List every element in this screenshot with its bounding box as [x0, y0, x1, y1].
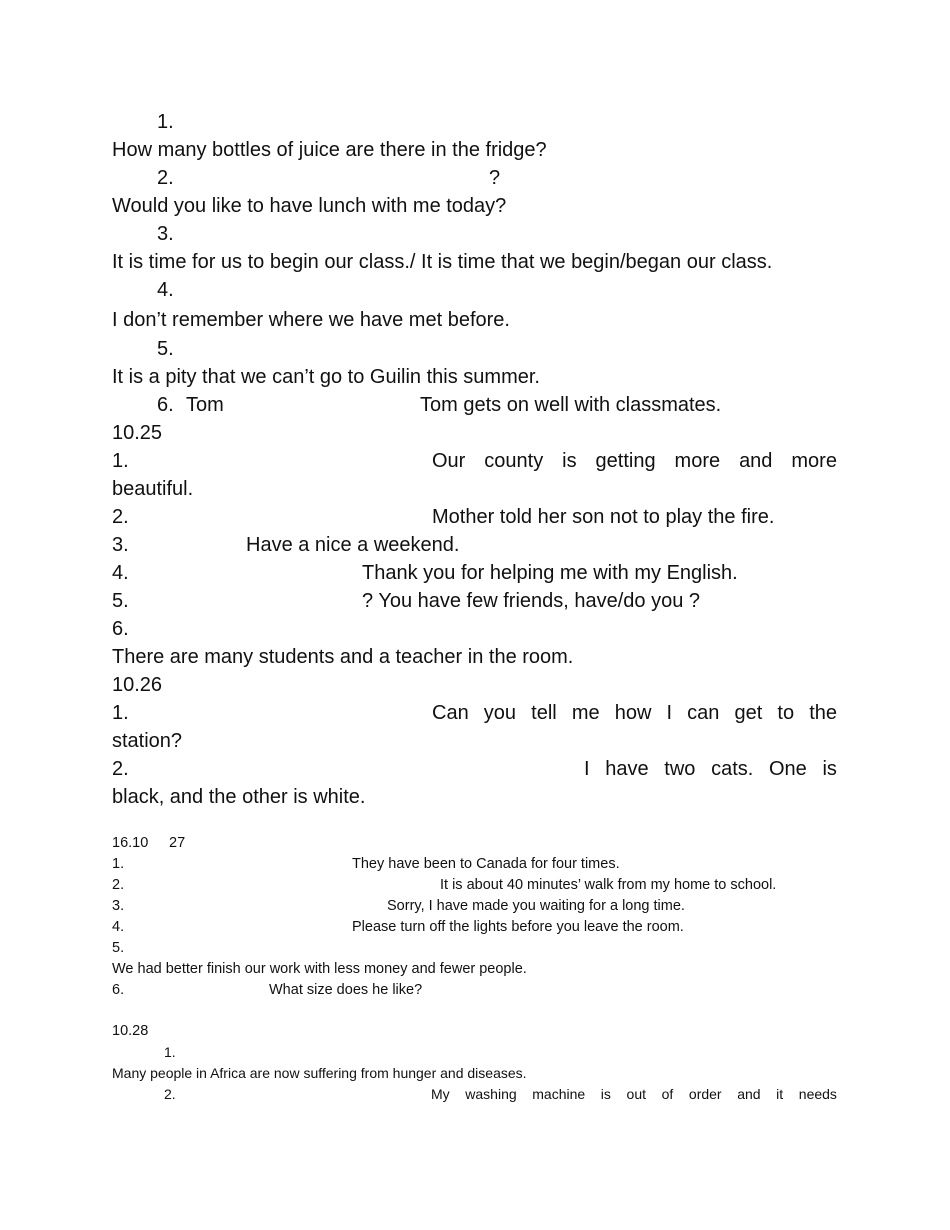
section-date: 16.10: [112, 835, 149, 851]
word: get: [734, 702, 763, 724]
item-number: 5.: [112, 590, 129, 612]
sentence: It is a pity that we can’t go to Guilin this summer.: [112, 366, 540, 388]
item-number: 6.: [112, 982, 125, 998]
word: washing: [465, 1086, 517, 1102]
item-number: 2.: [112, 758, 129, 780]
word: is: [562, 450, 577, 472]
word: me: [571, 702, 600, 724]
item-number: 1.: [112, 856, 125, 872]
item-number: 4.: [112, 562, 129, 584]
word: and: [739, 450, 773, 472]
sentence: Many people in Africa are now suffering from hunger and diseases.: [112, 1065, 527, 1081]
word: My: [431, 1086, 450, 1102]
word: more: [674, 450, 721, 472]
word-tom: Tom: [186, 394, 224, 416]
word: the: [809, 702, 837, 724]
sentence: Would you like to have lunch with me today?: [112, 195, 507, 217]
word: One: [769, 758, 807, 780]
section-date-suffix: 27: [169, 835, 186, 851]
sentence: It is time for us to begin our class./ It is time that we begin/began our class.: [112, 251, 773, 273]
sentence-continuation: station?: [112, 730, 183, 752]
sentence: Mother told her son not to play the fire.: [432, 506, 775, 528]
sentence: There are many students and a teacher in the room.: [112, 646, 574, 668]
word: is: [600, 1086, 611, 1102]
word: getting: [595, 450, 656, 472]
sentence: What size does he like?: [269, 982, 423, 998]
section-date: 10.26: [112, 674, 163, 696]
word: county: [484, 450, 544, 472]
sentence: ? You have few friends, have/do you ?: [362, 590, 701, 612]
sentence: Have a nice a weekend.: [246, 534, 460, 556]
item-number: 5.: [157, 338, 174, 360]
item-number: 3.: [112, 534, 129, 556]
word: I: [666, 702, 673, 724]
word: I: [584, 758, 590, 780]
question-mark: ?: [489, 167, 501, 189]
word: tell: [531, 702, 557, 724]
section-date: 10.28: [112, 1023, 149, 1039]
section-date: 10.25: [112, 422, 163, 444]
justified-sentence: [431, 1087, 837, 1101]
item-number: 1.: [157, 111, 174, 133]
sentence-continuation: black, and the other is white.: [112, 786, 366, 808]
item-number: 2.: [157, 167, 174, 189]
justified-sentence: [432, 451, 837, 471]
word: of: [661, 1086, 674, 1102]
sentence: Tom gets on well with classmates.: [420, 394, 722, 416]
justified-sentence: [432, 703, 837, 723]
word: is: [822, 758, 837, 780]
item-number: 5.: [112, 940, 125, 956]
word: to: [777, 702, 795, 724]
item-number: 2.: [112, 877, 125, 893]
word: you: [483, 702, 517, 724]
item-number: 1.: [112, 702, 129, 724]
item-number: 3.: [112, 898, 125, 914]
sentence: I don’t remember where we have met before.: [112, 309, 510, 331]
justified-sentence: [584, 759, 837, 779]
sentence: Thank you for helping me with my English.: [362, 562, 738, 584]
word: more: [791, 450, 837, 472]
sentence-continuation: beautiful.: [112, 478, 194, 500]
sentence: Sorry, I have made you waiting for a long time.: [387, 898, 685, 914]
sentence: We had better finish our work with less money and fewer people.: [112, 961, 527, 977]
word: Can: [432, 702, 469, 724]
word: order: [688, 1086, 722, 1102]
word: and: [737, 1086, 761, 1102]
word: cats.: [711, 758, 754, 780]
item-number: 6.: [112, 618, 129, 640]
sentence: Please turn off the lights before you leave the room.: [352, 919, 684, 935]
word: can: [687, 702, 720, 724]
item-number: 3.: [157, 223, 174, 245]
word: it: [776, 1086, 784, 1102]
word: how: [614, 702, 652, 724]
item-number: 2.: [112, 506, 129, 528]
word: Our: [432, 450, 466, 472]
item-number: 4.: [112, 919, 125, 935]
sentence: It is about 40 minutes’ walk from my home to school.: [440, 877, 777, 893]
item-number: 2.: [164, 1086, 176, 1102]
item-number: 1.: [112, 450, 129, 472]
item-number: 6.: [157, 394, 174, 416]
sentence: They have been to Canada for four times.: [352, 856, 620, 872]
item-number: 4.: [157, 279, 174, 301]
item-number: 1.: [164, 1044, 176, 1060]
word: needs: [798, 1086, 837, 1102]
word: machine: [532, 1086, 586, 1102]
word: two: [664, 758, 696, 780]
word: out: [626, 1086, 646, 1102]
word: have: [605, 758, 649, 780]
sentence: How many bottles of juice are there in the fridge?: [112, 139, 547, 161]
